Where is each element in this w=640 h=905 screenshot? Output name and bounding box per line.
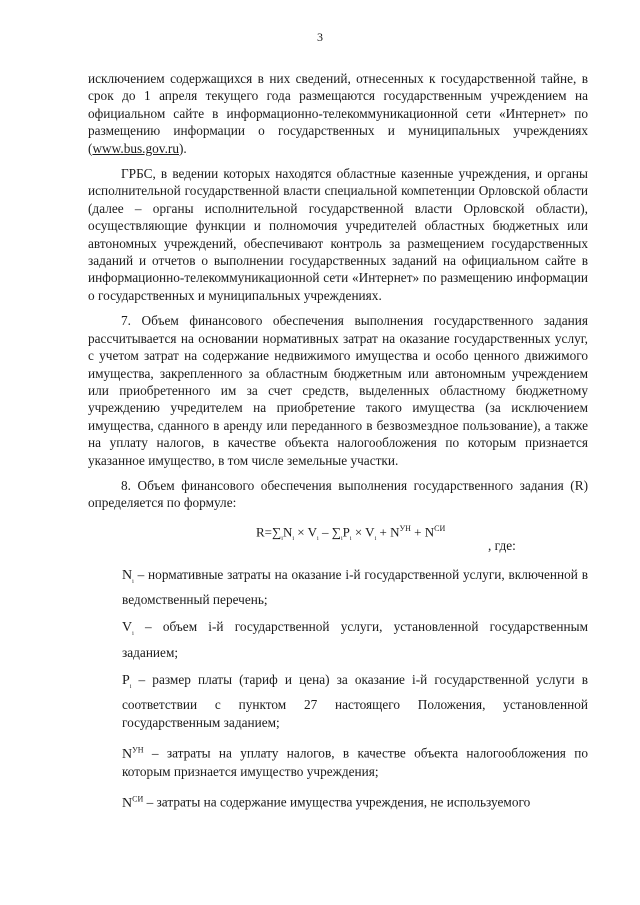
- website-link[interactable]: www.bus.gov.ru: [92, 140, 179, 156]
- definition-nuh: $N^{УН}$ – затраты на уплату налогов, в качестве объекта налогообложения по которым признается имущество учреждения;: [122, 744, 588, 780]
- definition-v: $V_i$ – объем i-й государственной услуги, установленной государственным заданием;: [122, 619, 588, 660]
- paragraph-1: [88, 70, 588, 157]
- paragraph-4: 8. Объем финансового обеспечения выполнения государственного задания (R) определяется по формуле:: [88, 477, 588, 511]
- formula-block: [88, 514, 588, 560]
- formula-where: , где:: [488, 537, 516, 553]
- definition-nsi: $N^{СИ}$ – затраты на содержание имущества учреждения, не используемого: [122, 794, 531, 812]
- definition-n: $N_i$ – нормативные затраты на оказание i-й государственной услуги, включенной в ведомственный перечень;: [122, 566, 588, 607]
- paragraph-2: ГРБС, в ведении которых находятся областные казенные учреждения, и органы исполнительной государственной власти специальной компетенции Орловской области (далее – органы исполнительной государственной власти Орловской области), осуществляющие функции и полномочия учредителей областных бюджетных или автономных учреждений, обеспечивают контроль за размещением государственных заданий и отчетов о выполнении государственных заданий на официальном сайте в информационно-телекоммуникационной сети «Интернет» по размещению информации о государственных и муниципальных учреждениях.: [88, 166, 588, 303]
- document-body: [88, 70, 588, 823]
- financing-formula: $R=\sum_iN_i \times V_i - \sum_iP_i \times V_i + N^{УН} + N^{СИ}$: [256, 523, 446, 542]
- sum-symbol: ∑: [272, 524, 282, 540]
- paragraph-1-text: исключением содержащихся в них сведений, отнесенных к государственной тайне, в срок до 1 апреля текущего года размещаются государственным учреждением на официальном сайте в информационно-телекоммуникационной сети «Интернет» по размещению информации о государственных и муниципальных учреждениях (: [88, 71, 588, 156]
- paragraph-1-end: ).: [178, 140, 187, 156]
- definition-p: $P_i$ – размер платы (тариф и цена) за оказание i-й государственной услуги в соответствии с пунктом 27 настоящего Положения, установленной государственным заданием;: [122, 671, 588, 730]
- paragraph-3: 7. Объем финансового обеспечения выполнения государственного задания рассчитывается на основании нормативных затрат на оказание государственных услуг, с учетом затрат на содержание недвижимого имущества и особо ценного движимого имущества, закрепленного за областным бюджетным или автономным учреждением или приобретенного им за счет средств, выделенных областному бюджетному учреждению учредителем на приобретение такого имущества (за исключением имущества, сданного в аренду или переданного в безвозмездное пользование), а также на уплату налогов, в качестве объекта налогообложения по которым признается указанное имущество, в том числе земельные участки.: [88, 313, 588, 468]
- sum-symbol: ∑: [331, 524, 341, 540]
- page-number: 3: [317, 30, 323, 44]
